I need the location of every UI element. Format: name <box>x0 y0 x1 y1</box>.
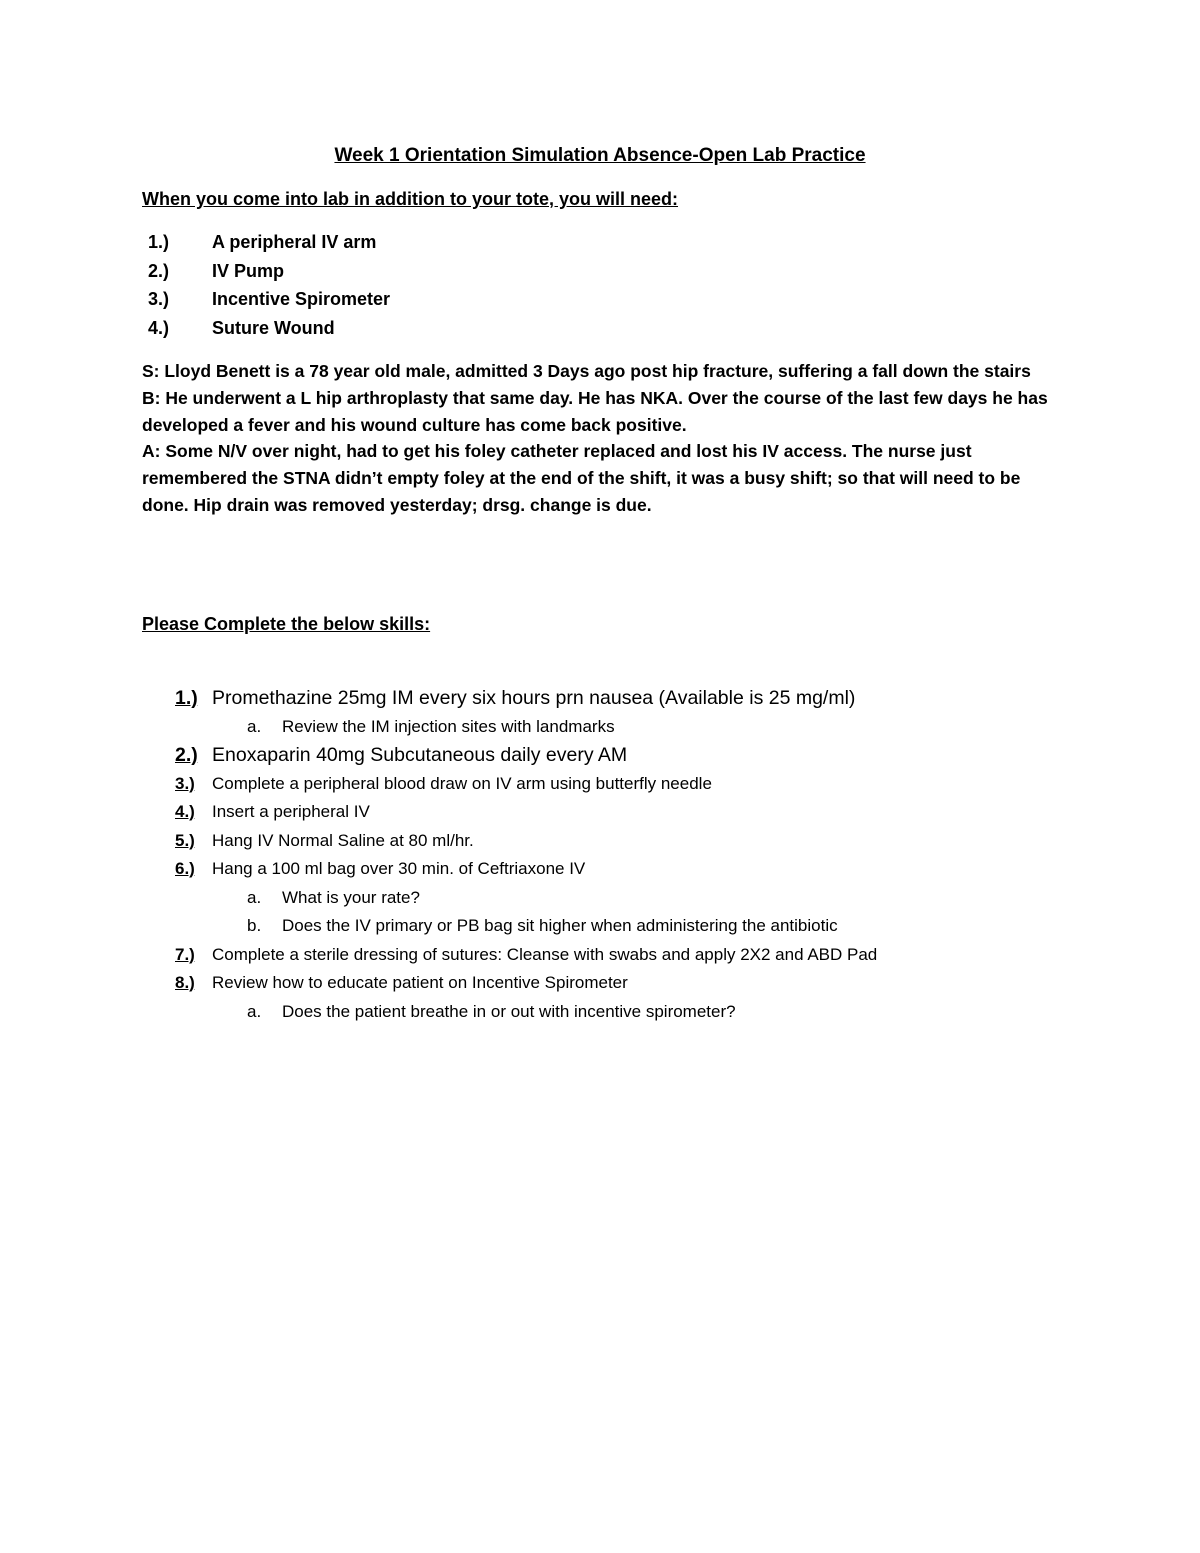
supplies-list <box>142 228 390 342</box>
list-item: 3.) Complete a peripheral blood draw on IV arm using butterfly needle <box>175 773 712 793</box>
sbar-background: B: He underwent a L hip arthroplasty that same day. He has NKA. Over the course of the last few days he has developed a fever and his wound culture has come back positive. <box>142 387 1048 435</box>
skills-list <box>175 684 1125 1026</box>
list-item: 1.) Promethazine 25mg IM every six hours prn nausea (Available is 25 mg/ml) a. Review the IM injection sites with landmarks <box>175 684 1125 741</box>
document-title: Week 1 Orientation Simulation Absence-Open Lab Practice <box>334 145 866 166</box>
list-item: 2.) Enoxaparin 40mg Subcutaneous daily every AM <box>175 744 628 766</box>
sbar-situation: S: Lloyd Benett is a 78 year old male, admitted 3 Days ago post hip fracture, suffering a fall down the stairs <box>142 361 1031 381</box>
sub-list-item: b. Does the IV primary or PB bag sit higher when administering the antibiotic <box>247 916 838 935</box>
list-item: 3.) Incentive Spirometer <box>148 289 391 309</box>
list-item: 5.) Hang IV Normal Saline at 80 ml/hr. <box>175 830 474 850</box>
skills-heading: Please Complete the below skills: <box>142 614 431 634</box>
list-item: 2.) IV Pump <box>148 260 285 281</box>
list-item: 4.) Insert a peripheral IV <box>175 802 370 821</box>
list-item: 6.) Hang a 100 ml bag over 30 min. of Ceftriaxone IV a. What is your rate? b. Does the IV primary or PB bag sit higher when administering the antibiotic <box>175 855 1125 941</box>
sub-list-item: a. What is your rate? <box>247 887 420 907</box>
list-item: 7.) Complete a sterile dressing of sutures: Cleanse with swabs and apply 2X2 and ABD Pad <box>175 944 878 964</box>
sbar-report <box>142 358 1062 519</box>
list-item: 1.) A peripheral IV arm <box>148 232 377 252</box>
sub-list <box>175 884 1125 941</box>
supplies-heading: When you come into lab in addition to your tote, you will need: <box>142 189 679 209</box>
list-item: 4.) Suture Wound <box>148 317 335 338</box>
sbar-assessment: A: Some N/V over night, had to get his foley catheter replaced and lost his IV access. The nurse just remembered the STNA didn’t empty foley at the end of the shift, it was a busy shift; so that will need to be done. Hip drain was removed yesterday; drsg. change is due. <box>142 441 1021 515</box>
list-item: 8.) Review how to educate patient on Incentive Spirometer a. Does the patient breathe in or out with incentive spirometer? <box>175 969 1125 1026</box>
sub-list <box>175 713 1125 742</box>
sub-list <box>175 998 1125 1027</box>
sub-list-item: a. Does the patient breathe in or out with incentive spirometer? <box>247 1001 736 1021</box>
sub-list-item: a. Review the IM injection sites with landmarks <box>247 716 615 736</box>
